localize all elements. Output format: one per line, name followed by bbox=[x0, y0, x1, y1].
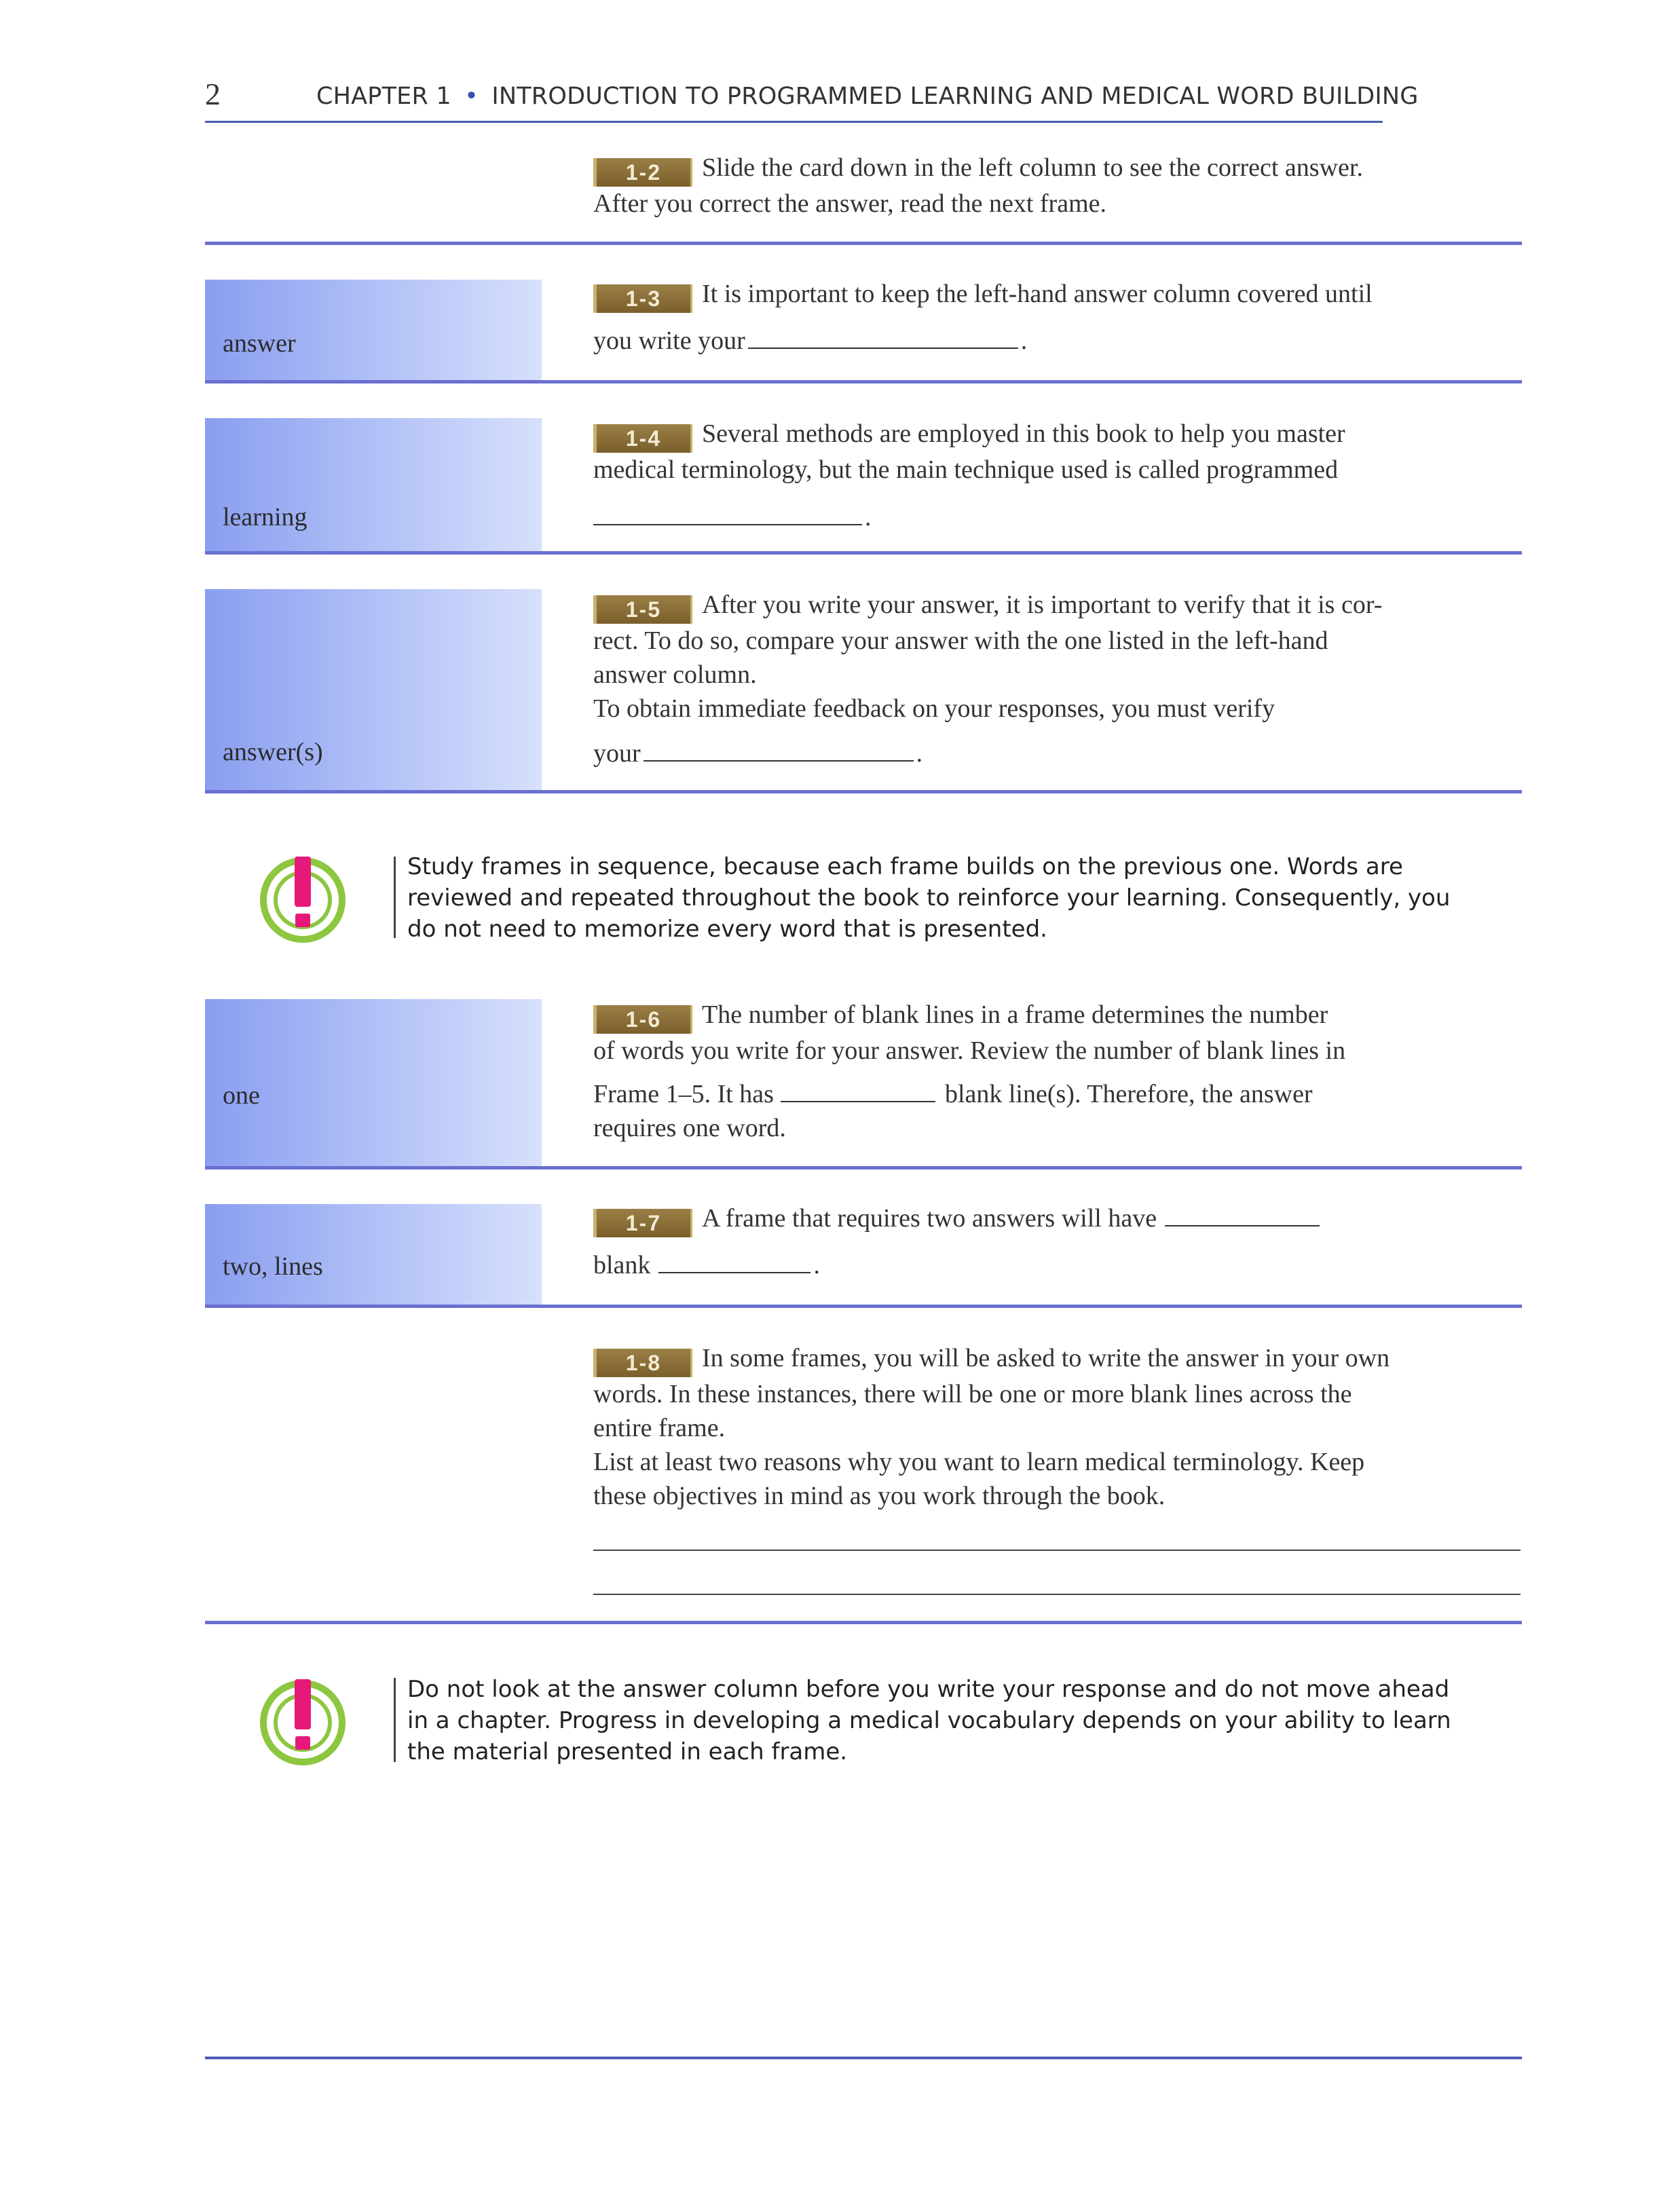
frame-line: Slide the card down in the left column to see the correct answer. bbox=[702, 153, 1363, 182]
frame-number-badge: 1-8 bbox=[593, 1349, 692, 1377]
frame-line: you write your bbox=[593, 326, 745, 355]
frame-line: List at least two reasons why you want to learn medical terminology. Keep bbox=[593, 1448, 1365, 1476]
answer-blank[interactable] bbox=[781, 1081, 935, 1102]
frame-line: of words you write for your answer. Review the number of blank lines in bbox=[593, 1036, 1346, 1065]
frame-line: your bbox=[593, 739, 641, 768]
answer-1-6: one bbox=[223, 1081, 260, 1110]
frame-line: A frame that requires two answers will have bbox=[702, 1204, 1157, 1233]
frame-line: Several methods are employed in this book to help you master bbox=[702, 419, 1345, 448]
answer-blank[interactable] bbox=[658, 1252, 810, 1273]
note-line: Study frames in sequence, because each frame builds on the previous one. Words are bbox=[407, 853, 1403, 880]
answer-1-4: learning bbox=[223, 503, 307, 531]
frame-number-badge: 1-2 bbox=[593, 158, 692, 187]
note-line: the material presented in each frame. bbox=[407, 1738, 848, 1765]
frame-line: Frame 1–5. It has bbox=[593, 1080, 774, 1108]
frame-line: blank line(s). Therefore, the answer bbox=[944, 1080, 1313, 1108]
frame-line: medical terminology, but the main technique used is called programmed bbox=[593, 455, 1339, 484]
period: . bbox=[865, 503, 872, 531]
answer-1-5: answer(s) bbox=[223, 738, 323, 766]
frame-number-badge: 1-3 bbox=[593, 284, 692, 313]
answer-blank[interactable] bbox=[748, 327, 1018, 349]
frame-line: It is important to keep the left-hand answer column covered until bbox=[702, 280, 1373, 308]
answer-blank[interactable] bbox=[1165, 1205, 1320, 1226]
chapter-title: INTRODUCTION TO PROGRAMMED LEARNING AND MEDICAL WORD BUILDING bbox=[491, 83, 1419, 110]
frame-line: entire frame. bbox=[593, 1414, 726, 1442]
frame-divider bbox=[205, 1621, 1522, 1624]
frame-number-badge: 1-7 bbox=[593, 1209, 692, 1237]
frame-number-badge: 1-6 bbox=[593, 1005, 692, 1034]
frame-1-6-text bbox=[593, 998, 1525, 1145]
frame-line: To obtain immediate feedback on your responses, you must verify bbox=[593, 694, 1275, 723]
frame-divider bbox=[205, 242, 1522, 245]
frame-divider bbox=[205, 551, 1522, 555]
frame-divider bbox=[205, 1305, 1522, 1308]
period: . bbox=[916, 739, 923, 768]
frame-line: The number of blank lines in a frame determines the number bbox=[702, 1000, 1328, 1029]
frame-line: answer column. bbox=[593, 660, 757, 689]
caution-icon bbox=[257, 1674, 349, 1766]
frame-line: In some frames, you will be asked to write the answer in your own bbox=[702, 1344, 1390, 1372]
frame-line: After you write your answer, it is important to verify that it is cor- bbox=[702, 591, 1383, 619]
frame-line: requires one word. bbox=[593, 1114, 786, 1142]
page-number: 2 bbox=[205, 77, 221, 111]
note-divider bbox=[394, 1678, 396, 1762]
header-rule bbox=[205, 121, 1383, 123]
answer-blank-line[interactable] bbox=[593, 1550, 1521, 1551]
note-line: do not need to memorize every word that is presented. bbox=[407, 916, 1047, 943]
period: . bbox=[1020, 326, 1028, 355]
study-tip-note bbox=[407, 851, 1466, 945]
header-bullet: • bbox=[464, 83, 479, 110]
running-header bbox=[316, 83, 1419, 110]
frame-1-3-text bbox=[593, 277, 1525, 358]
frame-line: words. In these instances, there will be one or more blank lines across the bbox=[593, 1380, 1352, 1408]
frame-line: rect. To do so, compare your answer with the one listed in the left-hand bbox=[593, 626, 1328, 655]
frame-number-badge: 1-5 bbox=[593, 595, 692, 624]
chapter-label: CHAPTER 1 bbox=[316, 83, 451, 110]
frame-line: blank bbox=[593, 1251, 651, 1279]
note-divider bbox=[394, 857, 396, 938]
frame-line: After you correct the answer, read the next frame. bbox=[593, 189, 1106, 218]
period: . bbox=[813, 1251, 820, 1279]
answer-blank[interactable] bbox=[644, 740, 914, 762]
frame-1-5-text bbox=[593, 588, 1525, 770]
answer-blank[interactable] bbox=[593, 504, 862, 525]
answer-1-7: two, lines bbox=[223, 1252, 323, 1281]
frame-1-8-text bbox=[593, 1341, 1525, 1513]
answer-1-3: answer bbox=[223, 329, 296, 358]
frame-divider bbox=[205, 1166, 1522, 1169]
frame-1-4-text bbox=[593, 417, 1525, 534]
frame-number-badge: 1-4 bbox=[593, 424, 692, 453]
caution-note bbox=[407, 1674, 1466, 1767]
answer-blank-line[interactable] bbox=[593, 1594, 1521, 1595]
note-line: Do not look at the answer column before you write your response and do not move ahead bbox=[407, 1676, 1450, 1703]
frame-line: these objectives in mind as you work through the book. bbox=[593, 1482, 1166, 1510]
frame-divider bbox=[205, 790, 1522, 793]
frame-1-7-text bbox=[593, 1201, 1525, 1282]
frame-1-2-text bbox=[593, 151, 1525, 221]
footer-rule bbox=[205, 2057, 1522, 2059]
note-line: in a chapter. Progress in developing a medical vocabulary depends on your ability to learn bbox=[407, 1707, 1451, 1734]
caution-icon bbox=[257, 851, 349, 943]
note-line: reviewed and repeated throughout the book to reinforce your learning. Consequently, you bbox=[407, 884, 1451, 912]
frame-divider bbox=[205, 380, 1522, 383]
